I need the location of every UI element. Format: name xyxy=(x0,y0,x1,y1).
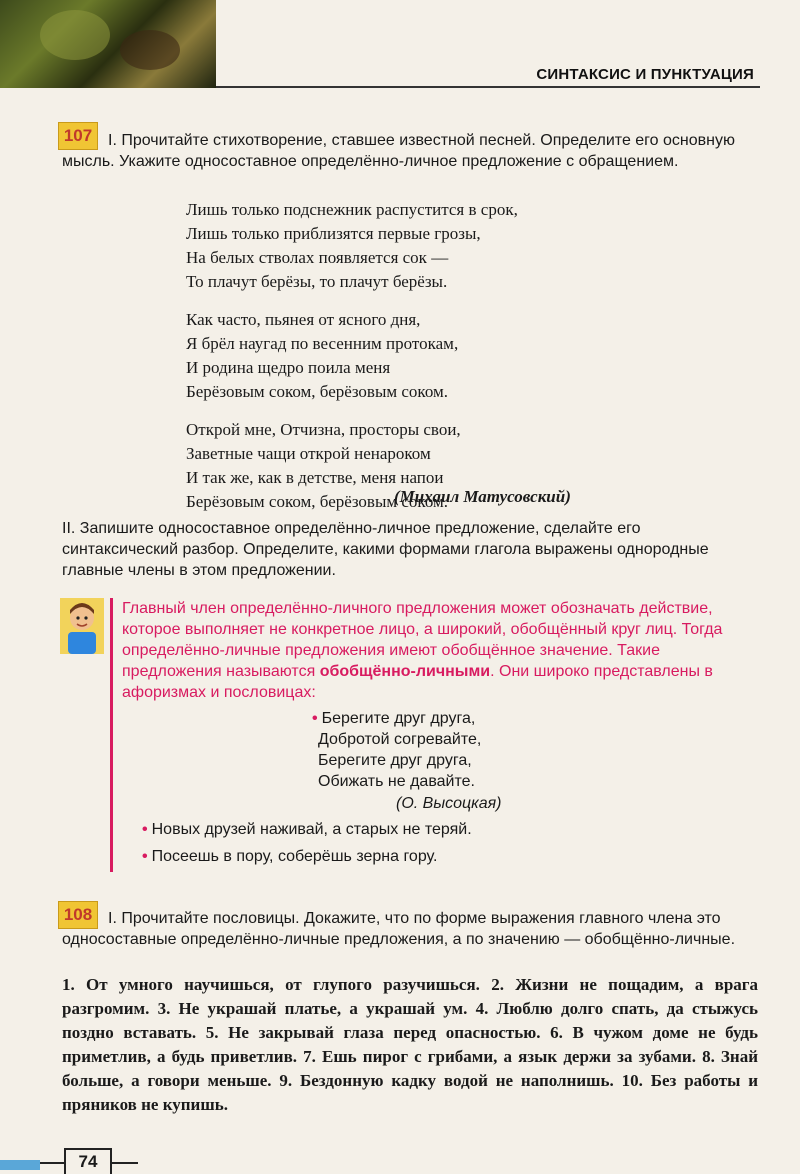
rule-accent-bar xyxy=(110,598,113,872)
poem-line: Заветные чащи открой ненароком xyxy=(186,444,431,463)
footer-accent-bar xyxy=(0,1160,40,1170)
exercise-number-108: 108 xyxy=(58,901,98,929)
footer-rule xyxy=(40,1162,64,1164)
rule-term: обобщённо-личными xyxy=(319,663,491,680)
poem-line: Берёзовым соком, берёзовым соком. xyxy=(186,382,449,401)
exercise-108-task-1: I. Прочитайте пословицы. Докажите, что по форме выражения главного члена это односоставные определённо-личные предложения, а по значению — обобщённо-личные. xyxy=(62,910,736,948)
poem-line: То плачут берёзы, то плачут берёзы. xyxy=(186,272,448,291)
bullet-icon: • xyxy=(142,848,148,865)
poem-line: Открой мне, Отчизна, просторы свои, xyxy=(186,420,461,439)
section-title: СИНТАКСИС И ПУНКТУАЦИЯ xyxy=(536,66,754,83)
bullet-icon: • xyxy=(142,821,148,838)
boy-avatar-icon xyxy=(60,598,104,654)
proverb-text: Посеешь в пору, соберёшь зерна гору. xyxy=(151,848,438,865)
verse-text: Берегите друг друга, xyxy=(321,710,476,727)
verse-author: (О. Высоцкая) xyxy=(396,795,502,812)
proverb-text: Новых друзей наживай, а старых не теряй. xyxy=(151,821,472,838)
bullet-icon: • xyxy=(312,710,318,727)
poem-line: На белых стволах появляется сок — xyxy=(186,248,449,267)
poem-line: Берёзовым соком, берёзовым соком. xyxy=(186,492,449,511)
page-number: 74 xyxy=(64,1148,112,1174)
header-rule xyxy=(216,86,760,88)
poem-line: Лишь только приблизятся первые грозы, xyxy=(186,224,481,243)
poem-line: Как часто, пьянея от ясного дня, xyxy=(186,310,421,329)
poem-line: Я брёл наугад по весенним протокам, xyxy=(186,334,459,353)
poem-author: (Михаил Матусовский) xyxy=(394,487,571,506)
exercise-number-107: 107 xyxy=(58,122,98,150)
verse-line: Добротой согревайте, xyxy=(318,731,482,748)
verse-line: Берегите друг друга, xyxy=(318,752,472,769)
exercise-107-task-1: I. Прочитайте стихотворение, ставшее известной песней. Определите его основную мысль. Укажите односоставное определённо-личное предложение с обращением. xyxy=(62,132,735,170)
rule-text xyxy=(122,598,762,703)
poem-line: И так же, как в детстве, меня напои xyxy=(186,468,444,487)
proverb-line xyxy=(142,846,437,867)
header-photo xyxy=(0,0,216,88)
rule-text-part: . Они широко представлены в афоризмах и пословицах: xyxy=(122,663,713,701)
poem xyxy=(186,198,518,514)
poem-line: И родина щедро поила меня xyxy=(186,358,391,377)
verse-line: Обижать не давайте. xyxy=(318,773,475,790)
rule-text-part: Главный член определённо-личного предложения может обозначать действие, которое выполняет не конкретное лицо, а широкий, обобщённый круг лиц. Тогда определённо-личные предложения имеют обобщённое значение. Такие предложения называются xyxy=(122,600,723,680)
poem-line: Лишь только подснежник распустится в срок, xyxy=(186,200,518,219)
proverb-line xyxy=(142,819,472,840)
exercise-107-task-2: II. Запишите односоставное определённо-личное предложение, сделайте его синтаксический разбор. Определите, какими формами глагола выражены однородные главные члены в этом предложении. xyxy=(62,520,709,579)
footer-rule xyxy=(110,1162,138,1164)
verse-line xyxy=(312,708,475,729)
proverbs-list: 1. От умного научишься, от глупого разучишься. 2. Жизни не пощадим, а врага разгромим. 3. Не украшай платье, а украшай ум. 4. Люблю долго спать, да стыжусь поздно вставать. 5. Не закрывай глаза перед опасностью. 6. В чужом доме не будь приметлив, а будь приветлив. 7. Ешь пирог с грибами, а язык держи за зубами. 8. Знай больше, а говори меньше. 9. Бездонную кадку водой не наполнишь. 10. Без работы и пряников не купишь. xyxy=(62,975,758,1114)
